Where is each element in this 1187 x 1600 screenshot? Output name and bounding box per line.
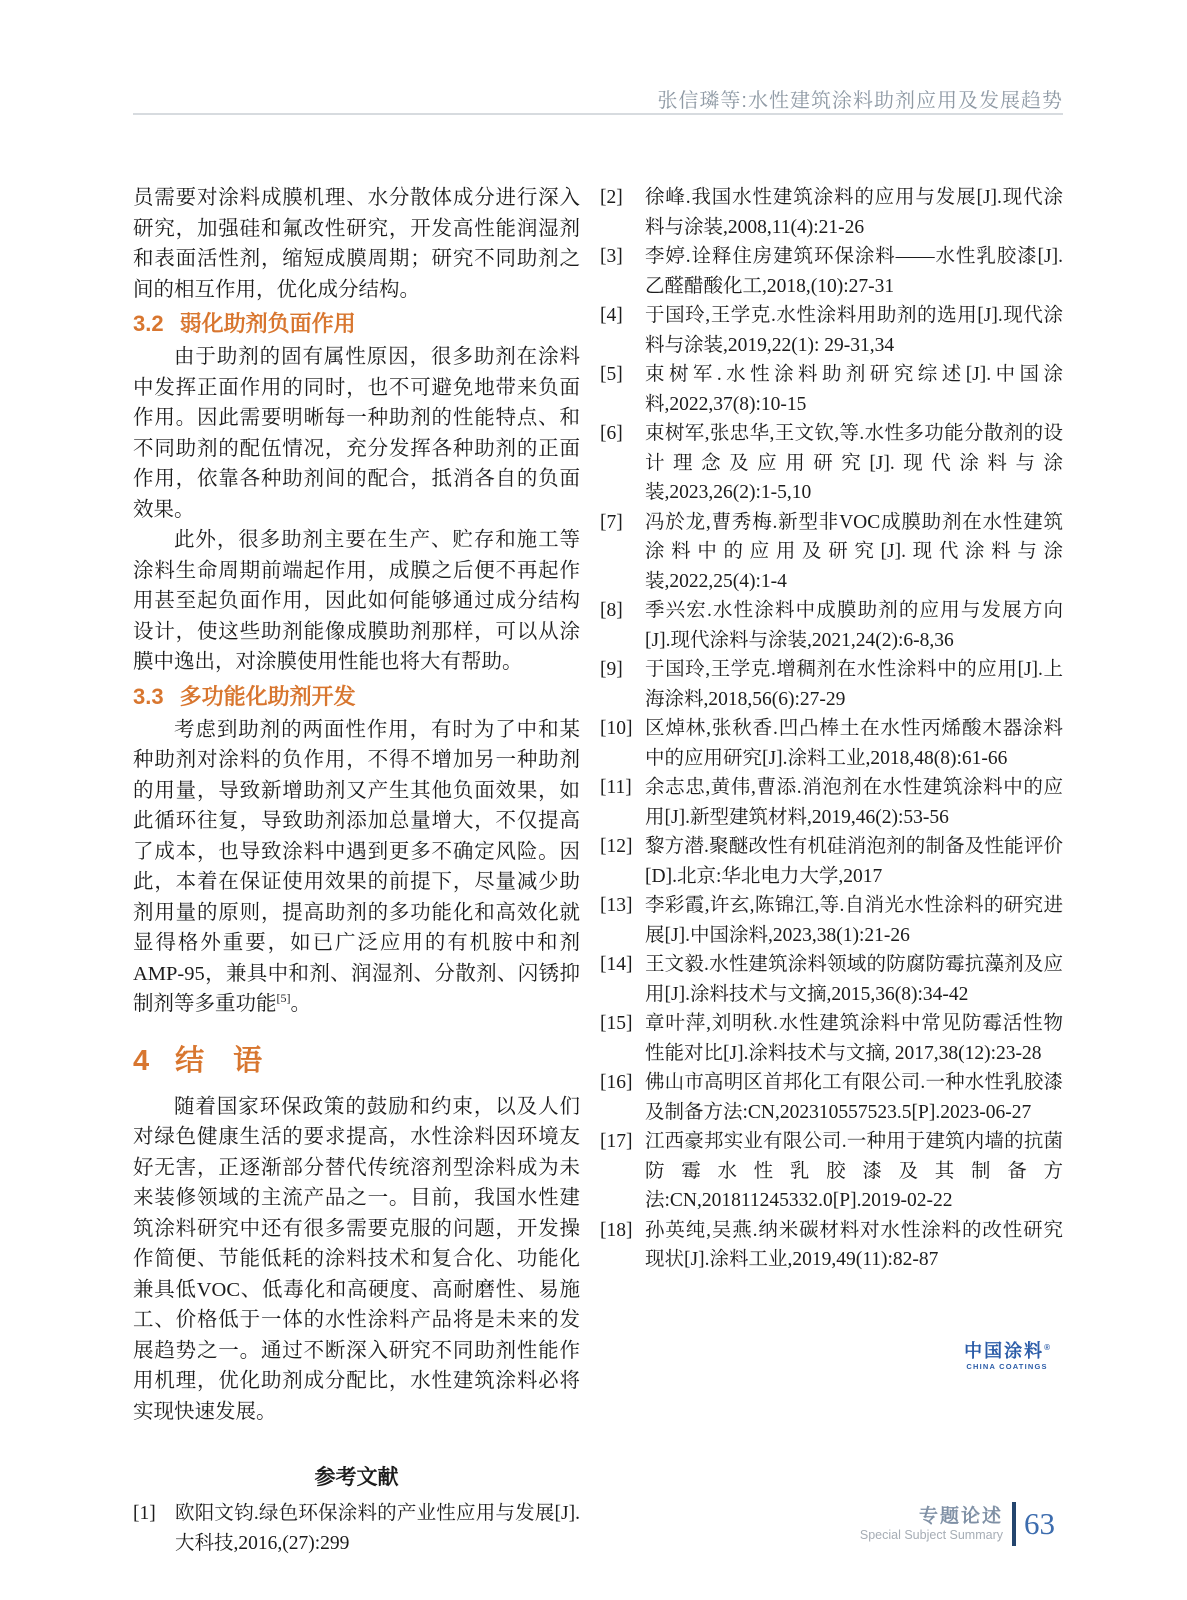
reference-text: 佛山市高明区首邦化工有限公司.一种水性乳胶漆及制备方法:CN,202310557523.5[P].2023-06-27 <box>645 1072 1063 1123</box>
logo-english-name: CHINA COATINGS <box>966 1362 1048 1371</box>
reference-item <box>600 714 1063 773</box>
reference-text: 李彩霞,许玄,陈锦江,等.自消光水性涂料的研究进展[J].中国涂料,2023,38(1):21-26 <box>645 895 1063 946</box>
reference-item <box>600 596 1063 655</box>
reference-item <box>600 1216 1063 1275</box>
reference-text: 王文毅.水性建筑涂料领域的防腐防霉抗藻剂及应用[J].涂料技术与文摘,2015,36(8):34-42 <box>645 954 1063 1005</box>
reference-text: 冯於龙,曹秀梅.新型非VOC成膜助剂在水性建筑涂料中的应用及研究[J].现代涂料与涂装,2022,25(4):1-4 <box>645 511 1063 592</box>
reference-text: 孙英纯,吴燕.纳米碳材料对水性涂料的改性研究现状[J].涂料工业,2019,49(11):82-87 <box>645 1219 1063 1270</box>
reference-item <box>600 419 1063 508</box>
reference-number: [2] <box>600 187 623 208</box>
reference-number: [17] <box>600 1131 633 1152</box>
header-rule <box>133 113 1063 115</box>
reference-number: [7] <box>600 511 623 533</box>
reference-text: 束树军.水性涂料助剂研究综述[J].中国涂料,2022,37(8):10-15 <box>645 364 1063 415</box>
reference-number: [16] <box>600 1072 633 1093</box>
reference-number: [4] <box>600 305 623 326</box>
reference-item <box>600 242 1063 301</box>
reference-text: 徐峰.我国水性建筑涂料的应用与发展[J].现代涂料与涂装,2008,11(4):21-26 <box>645 187 1063 238</box>
footer-divider-bar <box>1012 1502 1016 1546</box>
paragraph-3-2-a: 由于助剂的固有属性原因，很多助剂在涂料中发挥正面作用的同时，也不可避免地带来负面作用。因此需要明晰每一种助剂的性能特点、和不同助剂的配伍情况，充分发挥各种助剂的正面作用，依靠各种助剂间的配合，抵消各自的负面效果。 <box>133 346 580 521</box>
reference-number: [11] <box>600 777 632 798</box>
reference-item <box>600 1009 1063 1068</box>
reference-number: [8] <box>600 600 623 621</box>
page-footer <box>860 1502 1055 1546</box>
registered-trademark-icon: ® <box>1044 1343 1050 1352</box>
section-number: 3.2 <box>133 311 164 336</box>
reference-text: 黎方潜.聚醚改性有机硅消泡剂的制备及性能评价[D].北京:华北电力大学,2017 <box>645 836 1063 887</box>
section-title: 弱化助剂负面作用 <box>179 311 356 336</box>
reference-item <box>600 655 1063 714</box>
reference-number: [6] <box>600 423 623 444</box>
reference-item <box>600 950 1063 1009</box>
reference-number: [5] <box>600 364 623 385</box>
section-number: 4 <box>133 1044 150 1077</box>
reference-number: [14] <box>600 954 633 975</box>
reference-item <box>600 1068 1063 1127</box>
footer-section-title-en: Special Subject Summary <box>859 1527 1003 1542</box>
reference-item <box>600 773 1063 832</box>
running-header-title: 张信璘等:水性建筑涂料助剂应用及发展趋势 <box>657 90 1063 112</box>
reference-item <box>600 508 1063 597</box>
section-heading-4-conclusion <box>133 1044 580 1078</box>
reference-text: 束树军,张忠华,王文钦,等.水性多功能分散剂的设计理念及应用研究[J].现代涂料与涂装,2023,26(2):1-5,10 <box>645 423 1063 503</box>
reference-number: [12] <box>600 836 633 857</box>
reference-text: 欧阳文钧.绿色环保涂料的产业性应用与发展[J].大科技,2016,(27):299 <box>175 1503 580 1554</box>
reference-number: [9] <box>600 659 623 680</box>
paragraph-text-end: 。 <box>290 993 311 1015</box>
section-heading-3-2 <box>133 311 580 337</box>
reference-number: [1] <box>133 1503 156 1524</box>
footer-section-labels <box>860 1506 1003 1543</box>
reference-text: 章叶萍,刘明秋.水性建筑涂料中常见防霉活性物性能对比[J].涂料技术与文摘, 2017,38(12):23-28 <box>645 1013 1063 1064</box>
footer-section-title-cn: 专题论述 <box>918 1505 1003 1527</box>
section-title: 多功能化助剂开发 <box>179 683 356 709</box>
paragraph-3-3 <box>133 715 580 1020</box>
left-column <box>133 183 580 1558</box>
continued-paragraph: 员需要对涂料成膜机理、水分散体成分进行深入研究，加强硅和氟改性研究，开发高性能润湿剂和表面活性剂，缩短成膜周期；研究不同助剂之间的相互作用，优化成分结构。 <box>133 187 580 301</box>
reference-number: [13] <box>600 895 633 916</box>
reference-item <box>600 1127 1063 1216</box>
paragraph-3-2-b: 此外，很多助剂主要在生产、贮存和施工等涂料生命周期前端起作用，成膜之后便不再起作用甚至起负面作用，因此如何能够通过成分结构设计，使这些助剂能像成膜助剂那样，可以从涂膜中逸出，对涂膜使用性能也将大有帮助。 <box>133 529 580 673</box>
reference-text: 余志忠,黄伟,曹添.消泡剂在水性建筑涂料中的应用[J].新型建筑材料,2019,46(2):53-56 <box>645 777 1063 828</box>
reference-item <box>600 301 1063 360</box>
reference-text: 于国玲,王学克.增稠剂在水性涂料中的应用[J].上海涂料,2018,56(6):27-29 <box>645 659 1063 710</box>
references-title: 参考文献 <box>314 1466 399 1489</box>
reference-number: [15] <box>600 1013 633 1034</box>
page-number: 63 <box>1024 1506 1055 1541</box>
two-column-layout <box>133 183 1063 1558</box>
reference-item <box>600 360 1063 419</box>
citation-superscript: [5] <box>276 991 291 1006</box>
reference-text: 区焯林,张秋香.凹凸棒土在水性丙烯酸木器涂料中的应用研究[J].涂料工业,2018,48(8):61-66 <box>645 718 1063 769</box>
reference-number: [18] <box>600 1219 633 1241</box>
reference-text: 于国玲,王学克.水性涂料用助剂的选用[J].现代涂料与涂装,2019,22(1): 29-31,34 <box>645 305 1063 356</box>
reference-text: 季兴宏.水性涂料中成膜助剂的应用与发展方向[J].现代涂料与涂装,2021,24(2):6-8,36 <box>645 600 1063 651</box>
reference-item <box>600 183 1063 242</box>
conclusion-paragraph: 随着国家环保政策的鼓励和约束，以及人们对绿色健康生活的要求提高，水性涂料因环境友好无害，正逐渐部分替代传统溶剂型涂料成为未来装修领域的主流产品之一。目前，我国水性建筑涂料研究中还有很多需要克服的问题，开发操作简便、节能低耗的涂料技术和复合化、功能化兼具低VOC、低毒化和高硬度、高耐磨性、易施工、价格低于一体的水性涂料产品将是未来的发展趋势之一。通过不断深入研究不同助剂性能作用机理，优化助剂成分配比，水性建筑涂料必将实现快速发展。 <box>133 1095 580 1423</box>
reference-item <box>133 1499 580 1558</box>
section-title: 结 语 <box>175 1044 263 1077</box>
paragraph-text: 考虑到助剂的两面性作用，有时为了中和某种助剂对涂料的负作用，不得不增加另一种助剂的用量，导致新增助剂又产生其他负面效果，如此循环往复，导致助剂添加总量增大，不仅提高了成本，也导致涂料中遇到更多不确定风险。因此，本着在保证使用效果的前提下，尽量减少助剂用量的原则，提高助剂的多功能化和高效化就显得格外重要，如已广泛应用的有机胺中和剂AMP-95，兼具中和剂、润湿剂、分散剂、闪锈抑制剂等多重功能 <box>133 718 580 1015</box>
logo-chinese-name: 中国涂料® <box>964 1341 1050 1361</box>
reference-text: 李婷.诠释住房建筑环保涂料——水性乳胶漆[J].乙醛醋酸化工,2018,(10):27-31 <box>645 246 1063 297</box>
china-coatings-logo <box>964 1342 1050 1371</box>
reference-number: [10] <box>600 718 633 739</box>
section-heading-3-3 <box>133 684 580 710</box>
section-number: 3.3 <box>133 683 164 709</box>
reference-item <box>600 832 1063 891</box>
reference-number: [3] <box>600 246 623 267</box>
reference-item <box>600 891 1063 950</box>
reference-text: 江西豪邦实业有限公司.一种用于建筑内墙的抗菌防霉水性乳胶漆及其制备方法:CN,201811245332.0[P].2019-02-22 <box>645 1131 1063 1211</box>
